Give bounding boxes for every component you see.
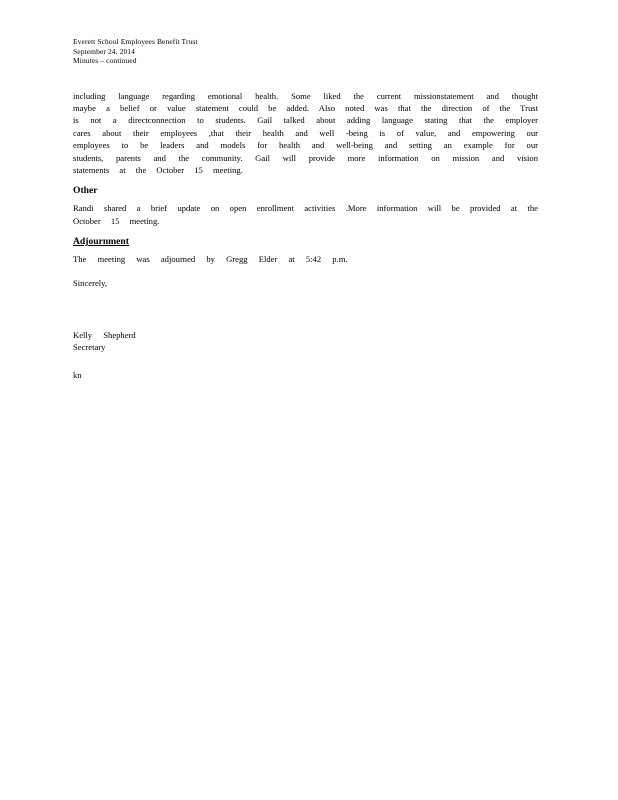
running-header bbox=[73, 37, 538, 66]
header-trust-name: Everett School Employees Benefit Trust bbox=[73, 37, 198, 46]
other-heading: Other bbox=[73, 185, 98, 197]
signer-name: Kelly Shepherd bbox=[73, 330, 136, 341]
other-paragraph: Randi shared a brief update on open enrollment activities .More information will be provided at the October 15 meeting. bbox=[73, 203, 538, 226]
closing-salutation: Sincerely, bbox=[73, 278, 108, 289]
adjournment-paragraph: The meeting was adjourned by Gregg Elder at 5:42 p.m. bbox=[73, 254, 348, 265]
typist-initials: kn bbox=[73, 370, 82, 381]
adjournment-heading: Adjournment bbox=[73, 236, 129, 248]
header-date: September 24, 2014 bbox=[73, 46, 135, 56]
mission-discussion-paragraph: including language regarding emotional health. Some liked the current missionstatement and thought maybe a belief or value statement could be added. Also noted was that the direction of the Trust is not a directconnection to students. Gail talked about adding language stating that the employer cares about their employees ,that their health and well -being is of value, and empowering our employees to be leaders and models for health and well-being and setting an example for our students, parents and the community. Gail will provide more information on mission and vision statements at the October 15 meeting. bbox=[73, 90, 538, 175]
header-minutes-continued: Minutes – continued bbox=[73, 56, 137, 65]
document-page bbox=[73, 37, 538, 381]
signer-title: Secretary bbox=[73, 342, 106, 353]
